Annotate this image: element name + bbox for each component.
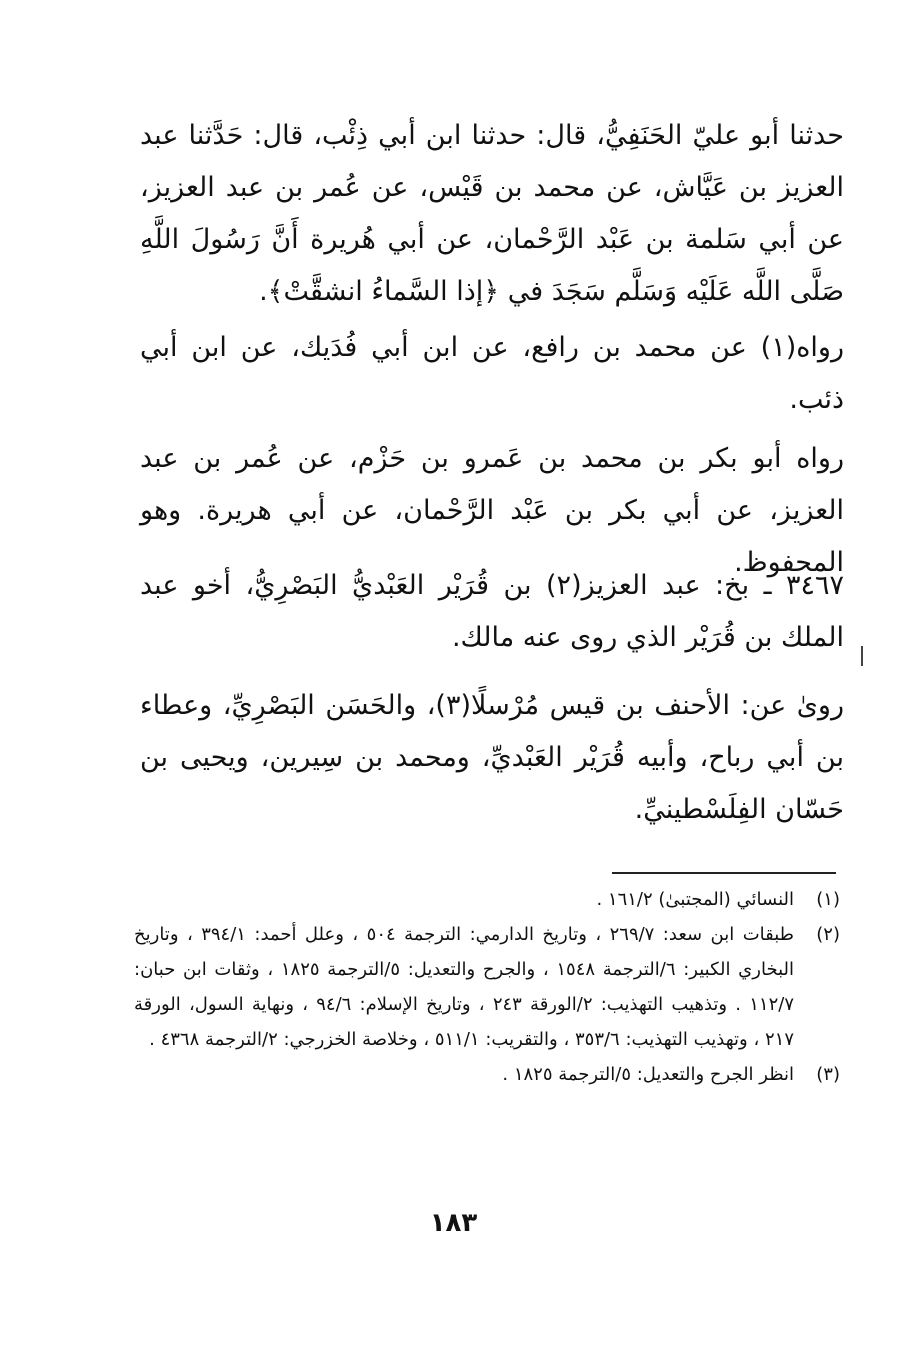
narration-paragraph: رواه(١) عن محمد بن رافع، عن ابن أبي فُدَيك، عن ابن أبي ذئب. — [140, 332, 844, 415]
footnote-text: النسائي (المجتبىٰ) ١٦١/٢ . — [596, 889, 794, 910]
biography-entry-heading: ٣٤٦٧ ـ بخ: عبد العزيز(٢) بن قُرَيْر العَبْديُّ البَصْرِيُّ، أخو عبد الملك بن قُرَيْر الذي روى عنه مالك. — [140, 570, 844, 653]
hadith-paragraph: حدثنا أبو عليّ الحَنَفِيُّ، قال: حدثنا ابن أبي ذِئْب، قال: حَدَّثنا عبد العزيز بن عَيَّاش، عن محمد بن قَيْس، عن عُمر بن عبد العزيز، عن أبي سَلمة بن عَبْد الرَّحْمان، عن أبي هُريرة أَنَّ رَسُولَ اللَّهِ صَلَّى اللَّه عَلَيْه وَسَلَّم سَجَدَ في ﴿إذا السَّماءُ انشقَّتْ﴾. — [140, 120, 844, 307]
footnote-number: (٣) — [816, 1064, 840, 1085]
footnote-2 — [134, 917, 840, 1057]
narrated-from-paragraph: روىٰ عن: الأحنف بن قيس مُرْسلًا(٣)، والحَسَن البَصْرِيِّ، وعطاء بن أبي رباح، وأبيه قُرَيْر العَبْديِّ، ومحمد بن سِيرين، ويحيى بن حَسّان الفِلَسْطينيِّ. — [140, 690, 844, 825]
footnotes — [134, 882, 840, 1092]
margin-mark — [861, 646, 863, 666]
footnote-divider — [612, 872, 836, 874]
footnote-1 — [134, 882, 840, 917]
footnote-text: انظر الجرح والتعديل: ٥/الترجمة ١٨٢٥ . — [502, 1064, 794, 1085]
footnote-number: (٢) — [816, 924, 840, 945]
footnote-text: طبقات ابن سعد: ٢٦٩/٧ ، وتاريخ الدارمي: الترجمة ٥٠٤ ، وعلل أحمد: ٣٩٤/١ ، وتاريخ البخاري الكبير: ٦/الترجمة ١٥٤٨ ، والجرح والتعديل: ٥/الترجمة ١٨٢٥ ، وثقات ابن حبان: ١١٢/٧ . وتذهيب التهذيب: ٢/الورقة ٢٤٣ ، وتاريخ الإسلام: ٩٤/٦ ، ونهاية السول، الورقة ٢١٧ ، وتهذيب التهذيب: ٣٥٣/٦ ، والتقريب: ٥١١/١ ، وخلاصة الخزرجي: ٢/الترجمة ٤٣٦٨ . — [134, 924, 794, 1050]
footnote-number: (١) — [816, 889, 840, 910]
footnote-3 — [134, 1057, 840, 1092]
page-number: ١٨٣ — [429, 1208, 478, 1238]
narration-paragraph-2: رواه أبو بكر بن محمد بن عَمرو بن حَزْم، عن عُمر بن عبد العزيز، عن أبي بكر بن عَبْد الرَّحْمان، عن أبي هريرة. وهو المحفوظ. — [140, 443, 844, 578]
